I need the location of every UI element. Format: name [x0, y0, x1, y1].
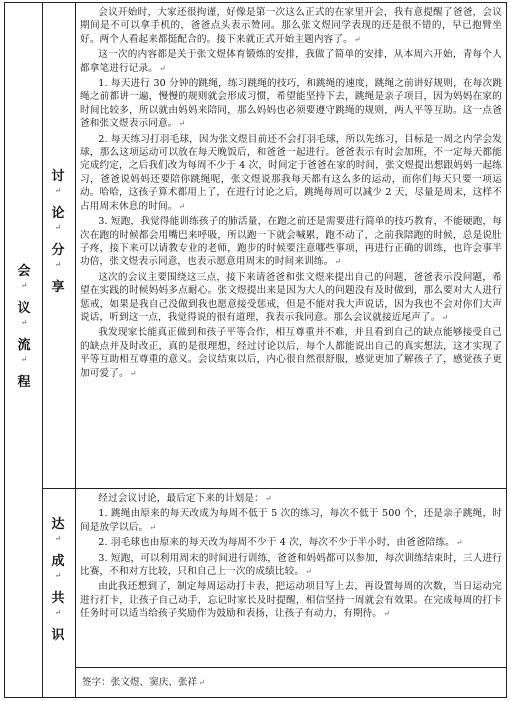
- discussion-item-jump-rope: 1. 每天进行 30 分钟的跳绳，练习跳绳的技巧，和跳绳的速度，跳绳之前讲好规则，在每次跳绳之前都讲一遍，慢慢的规则就会形成习惯，希望能坚持下去，跳绳是亲子项目，因为妈妈在家的时间比较多，所以就由妈妈来陪同，那么妈妈也必须要遵守跳绳的规则，两人平等互助。这一点爸爸和张文煜表示同意。↵: [80, 78, 502, 130]
- discussion-paragraph: 这次的会议主要围绕这三点，接下来请爸爸和张文煜来提出自己的问题，爸爸表示没问题，希望在实践的时候妈妈多点耐心。张文煜提出来是因为大人的问题没有及时做到，那么要对大人进行惩戒，如果是我自己没做到我也愿意接受惩戒，但是不能对我大声说话，因为我也不会对你们大声说话，听到这一点，我觉得说的很有道理，我表示我同意。那么会议就接近尾声了。↵: [80, 271, 502, 323]
- consensus-extra: 由此我还想到了，制定每周运动打卡表，把运动项目写上去，再设置每周的次数，当日运动完进行打卡，让孩子自己动手，忘记时家长及时提醒，相信坚持一周就会有效果。在完成每周的打卡任务时可以适当给孩子奖励作为鼓励和表扬，让孩子有动力，有期待。↵: [80, 581, 502, 620]
- row-divider-discussion: [42, 488, 507, 489]
- consensus-char: 共: [51, 591, 65, 606]
- return-mark: ↵: [20, 355, 28, 364]
- signature-names: 张文煜、窦庆、张祥: [110, 677, 198, 688]
- discussion-paragraph: 会议开始时，大家还很拘谨，好像是第一次这么正式的在家里开会，我有意提醒了爸爸，会议期间是不可以拿手机的，爸爸点头表示赞同。那么张文煜同学表现的还是很不错的，早已抱臂坐好。两个人看起来都挺配合的。接下来就正式开始主题内容了。↵: [80, 7, 502, 45]
- return-mark: ↵: [54, 186, 62, 195]
- consensus-item: 1. 跳绳由原来的每天改成为每周不低于 5 次的练习，每次不低于 500 个，还是亲子跳绳，时间是放学以后。↵: [80, 508, 502, 533]
- return-mark: ↵: [20, 318, 28, 327]
- consensus-char: 成: [51, 554, 65, 569]
- return-mark: ↵: [54, 608, 62, 617]
- discussion-char: 讨: [51, 169, 65, 184]
- meeting-process-label: [14, 257, 34, 397]
- discussion-char: 分: [51, 243, 65, 258]
- discussion-content: [80, 6, 502, 380]
- discussion-paragraph: 这一次的内容都是关于张文煜体育锻炼的安排，我做了简单的安排，从本周六开始，青每个人都拿笔进行记录。↵: [80, 49, 502, 74]
- consensus-label: [48, 510, 68, 650]
- discussion-label: [48, 162, 68, 302]
- column-divider-inner: [75, 2, 76, 698]
- consensus-intro: 经过会议讨论，最后定下来的计划是：↵: [98, 493, 272, 504]
- signature-label: 签字：: [82, 677, 111, 688]
- return-mark: ↵: [54, 534, 62, 543]
- consensus-char: 识: [51, 628, 65, 643]
- meeting-process-char: 会: [17, 264, 31, 279]
- discussion-paragraph: 我发现家长能真正做到和孩子平等合作，相互尊重并不难，并且看到自己的缺点能够接受自己的缺点并及时改正，真的是很理想，经过讨论以后，每个人都能说出自己的真实想法，这才实现了平等互助相互尊重的意义。会议结束以后，内心很自然很舒服，感觉更加了解孩子了，感觉孩子更加可爱了。↵: [80, 327, 502, 379]
- discussion-item-sprint: 3. 短跑，我觉得能训练孩子的肺活量，在跑之前还是需要进行简单的技巧教育，不能硬跑，每次在跑的时候都会用嘴巴来呼吸，所以跑一下就会喊累，跑不动了，之前我陪跑的时候，总是说肚子疼，接下来可以请教专业的老师，跑步的时候要注意哪些事项，再进行正确的训练，也许会事半功倍，张文煜表示同意，也表示愿意用周末的时间来训练。↵: [80, 216, 502, 268]
- discussion-item-badminton: 2. 每天练习打羽毛球，因为张文煜目前还不会打羽毛球，所以先练习，目标是一周之内学会发球，那么这项运动可以放在每天晚饭后，和爸爸一起进行。爸爸表示有时会加班，不一定每天都能完成约定，之后我们改为每周不少于 4 次，时间定于爸爸在家的时间，张文煜提出想跟妈妈一起练习，爸爸说妈妈还要陪你跳绳呢，张文煜说那我每天都有这么多的运动，而你们每天只要一项运动。哈哈，这孩子算术都用上了，在进行讨论之后，跳绳每周可以减少 2 天，尽量是周末，这样不占用周末休息的时间。↵: [80, 133, 502, 212]
- consensus-char: 达: [51, 517, 65, 532]
- meeting-process-char: 程: [17, 375, 31, 390]
- meeting-process-char: 流: [17, 338, 31, 353]
- column-divider-outer: [42, 2, 43, 698]
- return-mark: ↵: [20, 281, 28, 290]
- return-mark: ↵: [54, 223, 62, 232]
- row-divider-signature: [75, 667, 507, 668]
- meeting-process-char: 议: [17, 301, 31, 316]
- discussion-char: 论: [51, 206, 65, 221]
- return-mark: ↵: [198, 678, 205, 687]
- discussion-char: 享: [51, 280, 65, 295]
- return-mark: ↵: [54, 571, 62, 580]
- return-mark: ↵: [54, 260, 62, 269]
- consensus-item: 2. 羽毛球也由原来的每天改为每周不少于 4 次，每次不少于半小时，由爸爸陪练。↵: [98, 537, 463, 549]
- consensus-item: 3. 短跑，可以利用周末的时间进行训练，爸爸和妈妈都可以参加，每次训练结束时，三人进行比赛，不和对方比较，只和自己上一次的成绩比较。↵: [80, 552, 502, 578]
- signature-row: [82, 676, 500, 689]
- meeting-record-table: [4, 2, 507, 698]
- consensus-content: [80, 492, 502, 621]
